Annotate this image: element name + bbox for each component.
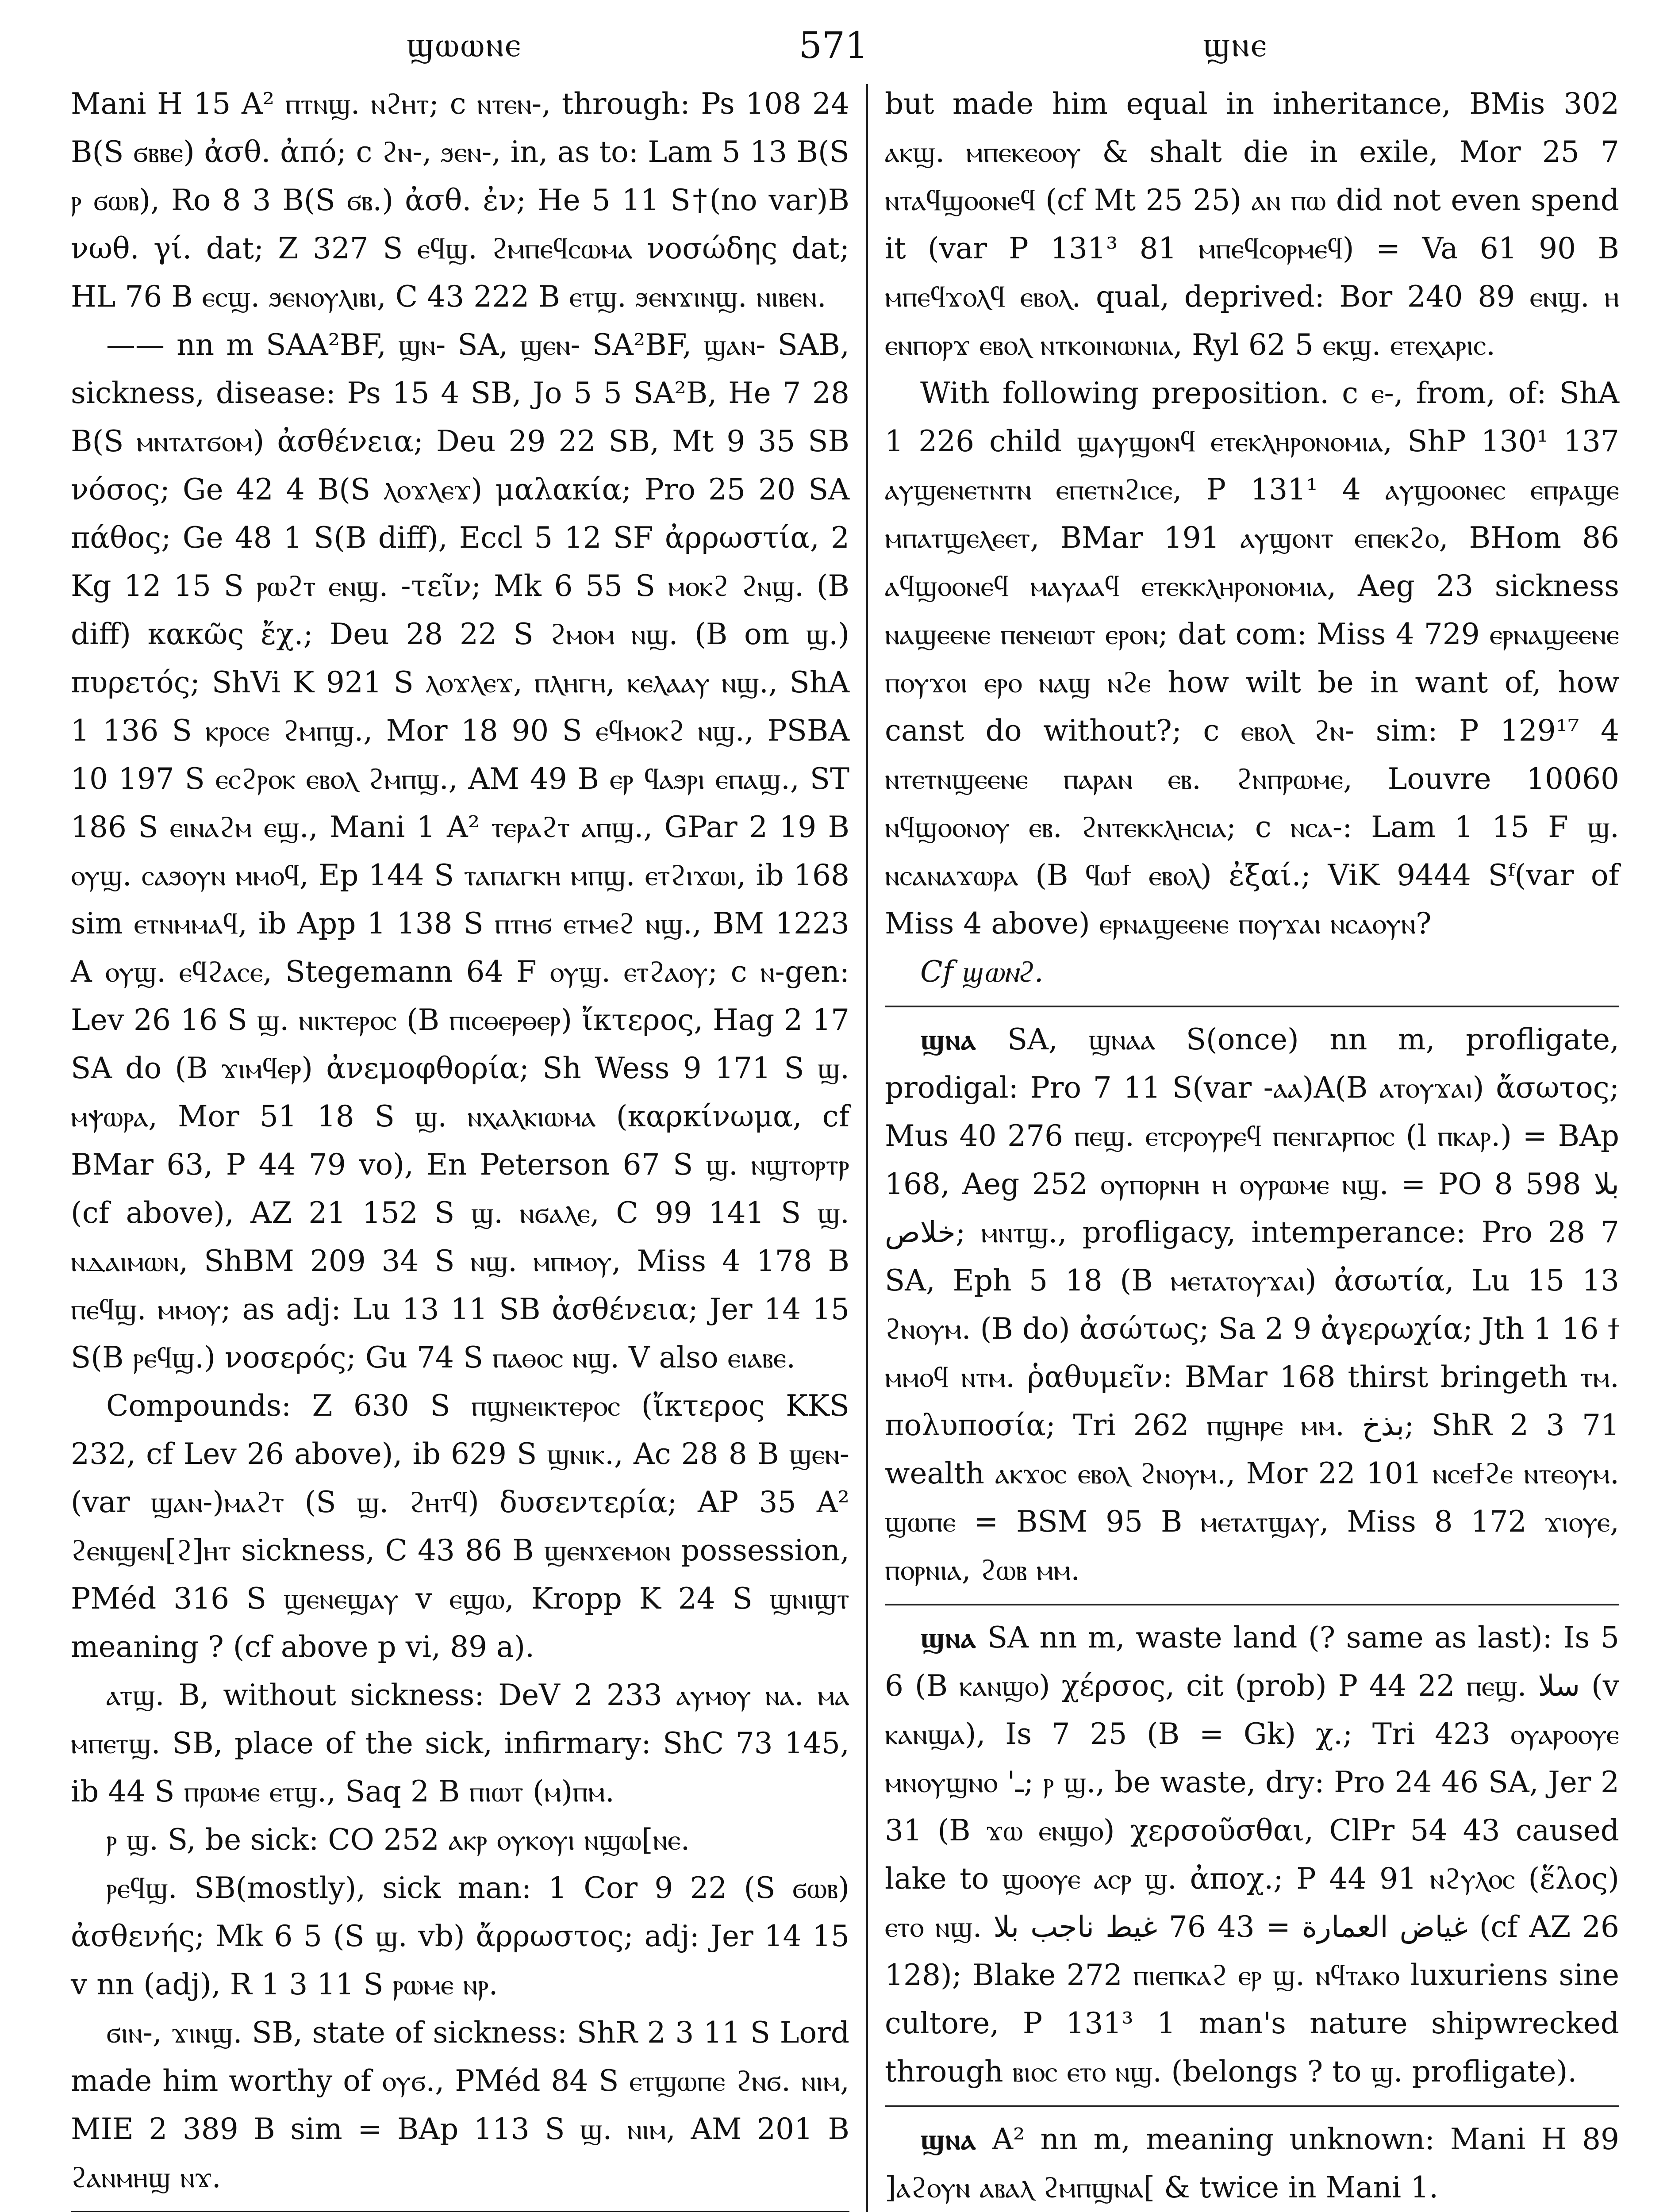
cross-reference: Cf ϣⲱⲛϩ.	[920, 955, 1044, 989]
entry-paragraph: ϭⲓⲛ-, ϫⲓⲛϣ. SB, state of sickness: ShR 2 3 11 S Lord made him worthy of ⲟⲩϭ., PMéd 84 S ⲉⲧϣⲱⲡⲉ ϩⲛϭ. ⲛⲓⲙ, MIE 2 389 B sim = BAp 113 S ϣ. ⲛⲓⲙ, AM 201 B ϩⲁⲛⲙⲏϣ ⲛϫ.	[71, 2016, 849, 2194]
running-head-left: ϣⲱⲱⲛⲉ	[407, 25, 522, 65]
entry-separator	[885, 1006, 1619, 1007]
page-header	[66, 25, 1601, 73]
left-column	[71, 80, 849, 2212]
entry-headword: ϣⲛⲁ	[920, 1022, 977, 1056]
entry-separator	[885, 2105, 1619, 2107]
entry-paragraph: ⲣ ϣ. S, be sick: CO 252 ⲁⲕⲣ ⲟⲩⲕⲟⲩⲓ ⲛϣⲱ[ⲛⲉ.	[106, 1823, 690, 1857]
entry-body: A² nn m, meaning unknown: Mani H 89 ]ⲁϩⲟⲩⲛ ⲁⲃⲁⲗ ϩⲙⲡϣⲛⲁ[ & twice in Mani 1.	[885, 2122, 1619, 2204]
dictionary-entry	[885, 1613, 1619, 2096]
entry-headword: ϣⲛⲁ	[920, 1620, 977, 1655]
column-divider	[866, 84, 868, 2212]
entry-separator	[885, 1604, 1619, 1605]
entry-paragraph: but made him equal in inheritance, BMis 302 ⲁⲕϣ. ⲙⲡⲉⲕⲉⲟⲟⲩ & shalt die in exile, Mor 25 7 ⲛⲧⲁϥϣⲟⲟⲛⲉϥ (cf Mt 25 25) ⲁⲛ ⲡⲱ did not even spend it (var P 131³ 81 ⲙⲡⲉϥⲥⲟⲣⲙⲉϥ) = Va 61 90 B ⲙⲡⲉϥϫⲟⲗϥ ⲉⲃⲟⲗ. qual, deprived: Bor 240 89 ⲉⲛϣ. ⲏ ⲉⲛⲡⲟⲣϫ ⲉⲃⲟⲗ ⲛⲧⲕⲟⲓⲛⲱⲛⲓⲁ, Ryl 62 5 ⲉⲕϣ. ⲉⲧⲉⲭⲁⲣⲓⲥ.	[885, 87, 1619, 362]
dictionary-entry	[885, 2115, 1619, 2212]
entry-paragraph: Compounds: Z 630 S ⲡϣⲛⲉⲓⲕⲧⲉⲣⲟⲥ (ἴκτερος KKS 232, cf Lev 26 above), ib 629 S ϣⲛⲓⲕ., Ac 28 8 B ϣⲉⲛ- (var ϣⲁⲛ-)ⲙⲁϩⲧ (S ϣ. ϩⲏⲧϥ) δυσεντερία; AP 35 A² ϩⲉⲛϣⲉⲛ[ϩ]ⲏⲧ sickness, C 43 86 B ϣⲉⲛϫⲉⲙⲟⲛ possession, PMéd 316 S ϣⲉⲛⲉϣⲁⲩ v ⲉϣⲱ, Kropp K 24 S ϣⲛⲓϣⲧ meaning ? (cf above p vi, 89 a).	[71, 1389, 849, 1664]
entry-body: SA nn m, waste land (? same as last): Is 5 6 (B ⲕⲁⲛϣⲟ) χέρσος, cit (prob) P 44 22 ⲡⲉϣ. سلا (v ⲕⲁⲛϣⲁ), Is 7 25 (B = Gk) χ.; Tri 423 ⲟⲩⲁⲣⲟⲟⲩⲉ ⲙⲛⲟⲩϣⲛⲟ 'ـ; ⲣ ϣ., be waste, dry: Pro 24 46 SA, Jer 2 31 (B ϫⲱ ⲉⲛϣⲟ) χερσοῦσθαι, ClPr 54 43 caused lake to ϣⲟⲟⲩⲉ ⲁⲥⲣ ϣ. ἀποχ.; P 44 91 ⲛϩⲩⲗⲟⲥ (ἕλος) ⲉⲧⲟ ⲛϣ. غياض العمارة = 43 76 غيط ناجب بلا (cf AZ 26 128); Blake 272 ⲡⲓⲉⲡⲕⲁϩ ⲉⲣ ϣ. ⲛϥⲧⲁⲕⲟ luxuriens sine cultore, P 131³ 1 man's nature shipwrecked through ⲃⲓⲟⲥ ⲉⲧⲟ ⲛϣ. (belongs ? to ϣ. profligate).	[885, 1621, 1620, 2089]
dictionary-entry	[885, 1015, 1619, 1594]
right-column	[885, 80, 1619, 2212]
page-number: 571	[799, 25, 868, 67]
entry-paragraph: —— nn m SAA²BF, ϣⲛ- SA, ϣⲉⲛ- SA²BF, ϣⲁⲛ- SAB, sickness, disease: Ps 15 4 SB, Jo 5 5 SA²B, He 7 28 B(S ⲙⲛⲧⲁⲧϭⲟⲙ) ἀσθένεια; Deu 29 22 SB, Mt 9 35 SB νόσος; Ge 42 4 B(S ⲗⲟϫⲗⲉϫ) μαλακία; Pro 25 20 SA πάθος; Ge 48 1 S(B diff), Eccl 5 12 SF ἀρρωστία, 2 Kg 12 15 S ⲣⲱϩⲧ ⲉⲛϣ. -τεῖν; Mk 6 55 S ⲙⲟⲕϩ ϩⲛϣ. (B diff) κακῶς ἔχ.; Deu 28 22 S ϩⲙⲟⲙ ⲛϣ. (B om ϣ.) πυρετός; ShVi K 921 S ⲗⲟϫⲗⲉϫ, ⲡⲗⲏⲅⲏ, ⲕⲉⲗⲁⲁⲩ ⲛϣ., ShA 1 136 S ⲕⲣⲟⲥⲉ ϩⲙⲡϣ., Mor 18 90 S ⲉϥⲙⲟⲕϩ ⲛϣ., PSBA 10 197 S ⲉⲥϩⲣⲟⲕ ⲉⲃⲟⲗ ϩⲙⲡϣ., AM 49 B ⲉⲣ ϥⲁϧⲣⲓ ⲉⲡⲁϣ., ST 186 S ⲉⲓⲛⲁϩⲙ ⲉϣ., Mani 1 A² ⲧⲉⲣⲁϩⲧ ⲁⲡϣ., GPar 2 19 B ⲟⲩϣ. ⲥⲁϧⲟⲩⲛ ⲙⲙⲟϥ, Ep 144 S ⲧⲁⲡⲁⲅⲕⲏ ⲙⲡϣ. ⲉⲧϩⲓϫⲱⲓ, ib 168 sim ⲉⲧⲛⲙⲙⲁϥ, ib App 1 138 S ⲡⲧⲏϭ ⲉⲧⲙⲉϩ ⲛϣ., BM 1223 A ⲟⲩϣ. ⲉϥϩⲁⲥⲉ, Stegemann 64 F ⲟⲩϣ. ⲉⲧϩⲁⲟⲩ; c ⲛ-gen: Lev 26 16 S ϣ. ⲛⲓⲕⲧⲉⲣⲟⲥ (B ⲡⲓⲥⲑⲉⲣⲑⲉⲣ) ἴκτερος, Hag 2 17 SA do (B ϫⲓⲙϥⲉⲣ) ἀνεμοφθορία; Sh Wess 9 171 S ϣ. ⲙⲯⲱⲣⲁ, Mor 51 18 S ϣ. ⲛⲭⲁⲗⲕⲓⲱⲙⲁ (καρκίνωμα, cf BMar 63, P 44 79 vo), En Peterson 67 S ϣ. ⲛϣⲧⲟⲣⲧⲣ (cf above), AZ 21 152 S ϣ. ⲛϭⲁⲗⲉ, C 99 141 S ϣ. ⲛⲇⲁⲓⲙⲱⲛ, ShBM 209 34 S ⲛϣ. ⲙⲡⲙⲟⲩ, Miss 4 178 B ⲡⲉϥϣ. ⲙⲙⲟⲩ; as adj: Lu 13 11 SB ἀσθένεια; Jer 14 15 S(B ⲣⲉϥϣ.) νοσερός; Gu 74 S ⲡⲁⲑⲟⲥ ⲛϣ. V also ⲉⲓⲁⲃⲉ.	[71, 328, 849, 1375]
entry-paragraph: ⲣⲉϥϣ. SB(mostly), sick man: 1 Cor 9 22 (S ϭⲱⲃ) ἀσθενής; Mk 6 5 (S ϣ. vb) ἄρρωστος; adj: Jer 14 15 v nn (adj), R 1 3 11 S ⲣⲱⲙⲉ ⲛⲣ.	[71, 1871, 849, 2001]
entry-body: SA, ϣⲛⲁⲁ S(once) nn m, profligate, prodigal: Pro 7 11 S(var -ⲁⲁ)A(B ⲁⲧⲟⲩϫⲁⲓ) ἄσωτος; Mus 40 276 ⲡⲉϣ. ⲉⲧⲥⲣⲟⲩⲣⲉϥ ⲡⲉⲛⲅⲁⲣⲡⲟⲥ (l ⲡⲕⲁⲣ.) = BAp 168, Aeg 252 ⲟⲩⲡⲟⲣⲛⲏ ⲏ ⲟⲩⲣⲱⲙⲉ ⲛϣ. = PO 8 598 بلا خلاص; ⲙⲛⲧϣ., profligacy, intemperance: Pro 28 7 SA, Eph 5 18 (B ⲙⲉⲧⲁⲧⲟⲩϫⲁⲓ) ἀσωτία, Lu 15 13 ϩⲛⲟⲩⲙ. (B do) ἀσώτως; Sa 2 9 ἀγερωχία; Jth 1 16 ϯ ⲙⲙⲟϥ ⲛⲧⲙ. ῥαθυμεῖν: BMar 168 thirst bringeth ⲧⲙ. πολυποσία; Tri 262 ⲡϣⲏⲣⲉ ⲙⲙ. بذخ; ShR 2 3 71 wealth ⲁⲕϫⲟⲥ ⲉⲃⲟⲗ ϩⲛⲟⲩⲙ., Mor 22 101 ⲛⲥⲉϯϩⲉ ⲛⲧⲉⲟⲩⲙ. ϣⲱⲡⲉ = BSM 95 B ⲙⲉⲧⲁⲧϣⲁⲩ, Miss 8 172 ϫⲓⲟⲩⲉ, ⲡⲟⲣⲛⲓⲁ, ϩⲱⲃ ⲙⲙ.	[885, 1022, 1619, 1587]
entry-paragraph: Mani H 15 A² ⲡⲧⲛϣ. ⲛϩⲏⲧ; c ⲛⲧⲉⲛ-, through: Ps 108 24 B(S ϭⲃⲃⲉ) ἀσθ. ἀπό; c ϩⲛ-, ϧⲉⲛ-, in, as to: Lam 5 13 B(S ⲣ ϭⲱⲃ), Ro 8 3 B(S ϭⲃ.) ἀσθ. ἐν; He 5 11 S†(no var)B νωθ. γί. dat; Z 327 S ⲉϥϣ. ϩⲙⲡⲉϥⲥⲱⲙⲁ νοσώδης dat; HL 76 B ⲉⲥϣ. ϧⲉⲛⲟⲩⲗⲓⲃⲓ, C 43 222 B ⲉⲧϣ. ϧⲉⲛϫⲓⲛϣ. ⲛⲓⲃⲉⲛ.	[71, 87, 849, 314]
entry-paragraph: With following preposition. c ⲉ-, from, of: ShA 1 226 child ϣⲁⲩϣⲟⲛϥ ⲉⲧⲉⲕⲗⲏⲣⲟⲛⲟⲙⲓⲁ, ShP 130¹ 137 ⲁⲩϣⲉⲛⲉⲧⲛⲧⲛ ⲉⲡⲉⲧⲛϩⲓⲥⲉ, P 131¹ 4 ⲁⲩϣⲟⲟⲛⲉⲥ ⲉⲡⲣⲁϣⲉ ⲙⲡⲁⲧϣⲉⲗⲉⲉⲧ, BMar 191 ⲁⲩϣⲟⲛⲧ ⲉⲡⲉⲕϩⲟ, BHom 86 ⲁϥϣⲟⲟⲛⲉϥ ⲙⲁⲩⲁⲁϥ ⲉⲧⲉⲕⲕⲗⲏⲣⲟⲛⲟⲙⲓⲁ, Aeg 23 sickness ⲛⲁϣⲉⲉⲛⲉ ⲡⲉⲛⲉⲓⲱⲧ ⲉⲣⲟⲛ; dat com: Miss 4 729 ⲉⲣⲛⲁϣⲉⲉⲛⲉ ⲡⲟⲩϫⲟⲓ ⲉⲣⲟ ⲛⲁϣ ⲛϩⲉ how wilt be in want of, how canst do without?; c ⲉⲃⲟⲗ ϩⲛ- sim: P 129¹⁷ 4 ⲛⲧⲉⲧⲛϣⲉⲉⲛⲉ ⲡⲁⲣⲁⲛ ⲉⲃ. ϩⲛⲡⲣⲱⲙⲉ, Louvre 10060 ⲛϥϣⲟⲟⲛⲟⲩ ⲉⲃ. ϩⲛⲧⲉⲕⲕⲗⲏⲥⲓⲁ; c ⲛⲥⲁ-: Lam 1 15 F ϣ. ⲛⲥⲁⲛⲁϫⲱⲣⲁ (B ϥⲱϯ ⲉⲃⲟⲗ) ἐξαί.; ViK 9444 Sᶠ(var of Miss 4 above) ⲉⲣⲛⲁϣⲉⲉⲛⲉ ⲡⲟⲩϫⲁⲓ ⲛⲥⲁⲟⲩⲛ?	[885, 376, 1619, 941]
entry-headword: ϣⲛⲁ	[920, 2122, 977, 2156]
entry-paragraph: ⲁⲧϣ. B, without sickness: DeV 2 233 ⲁⲩⲙⲟⲩ ⲛⲁ. ⲙⲁ ⲙⲡⲉⲧϣ. SB, place of the sick, infirmary: ShC 73 145, ib 44 S ⲡⲣⲱⲙⲉ ⲉⲧϣ., Saq 2 B ⲡⲓⲱⲧ (ⲙ)ⲡⲙ.	[71, 1678, 849, 1809]
running-head-right: ϣⲛⲉ	[1203, 25, 1268, 65]
